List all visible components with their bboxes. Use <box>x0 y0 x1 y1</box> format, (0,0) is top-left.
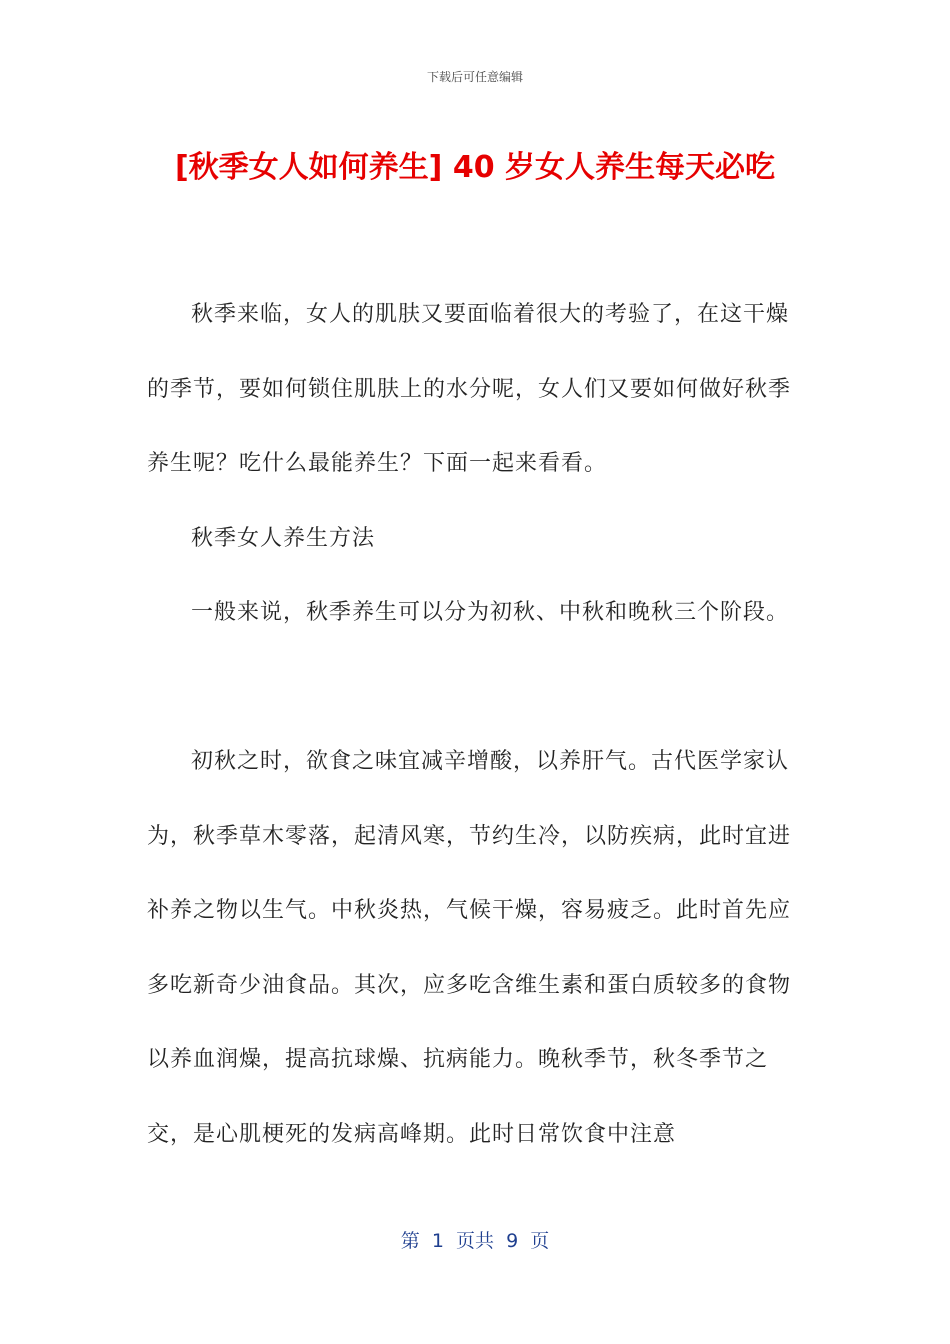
document-body <box>147 278 807 1172</box>
paragraph-intro: 秋季来临，女人的肌肤又要面临着很大的考验了，在这干燥的季节，要如何锁住肌肤上的水分呢，女人们又要如何做好秋季养生呢？吃什么最能养生？下面一起来看看。 <box>147 302 792 476</box>
paragraph-early-autumn: 初秋之时，欲食之味宜减辛增酸，以养肝气。古代医学家认为，秋季草木零落，起清风寒，节约生冷，以防疾病，此时宜进补养之物以生气。中秋炎热，气候干燥，容易疲乏。此时首先应多吃新奇少油食品。其次，应多吃含维生素和蛋白质较多的食物以养血润燥，提高抗球燥、抗病能力。晚秋季节，秋冬季节之交，是心肌梗死的发病高峰期。此时日常饮食中注意 <box>147 749 792 1147</box>
document-title: [秋季女人如何养生] 40 岁女人养生每天必吃 <box>174 150 776 185</box>
header-note: 下载后可任意编辑 <box>426 70 523 84</box>
paragraph-section-heading: 秋季女人养生方法 <box>191 525 376 551</box>
page-footer: 第 1 页共 9 页 <box>400 1230 550 1252</box>
paragraph-gap <box>147 651 807 726</box>
paragraph-stages: 一般来说，秋季养生可以分为初秋、中秋和晚秋三个阶段。 <box>191 600 790 625</box>
